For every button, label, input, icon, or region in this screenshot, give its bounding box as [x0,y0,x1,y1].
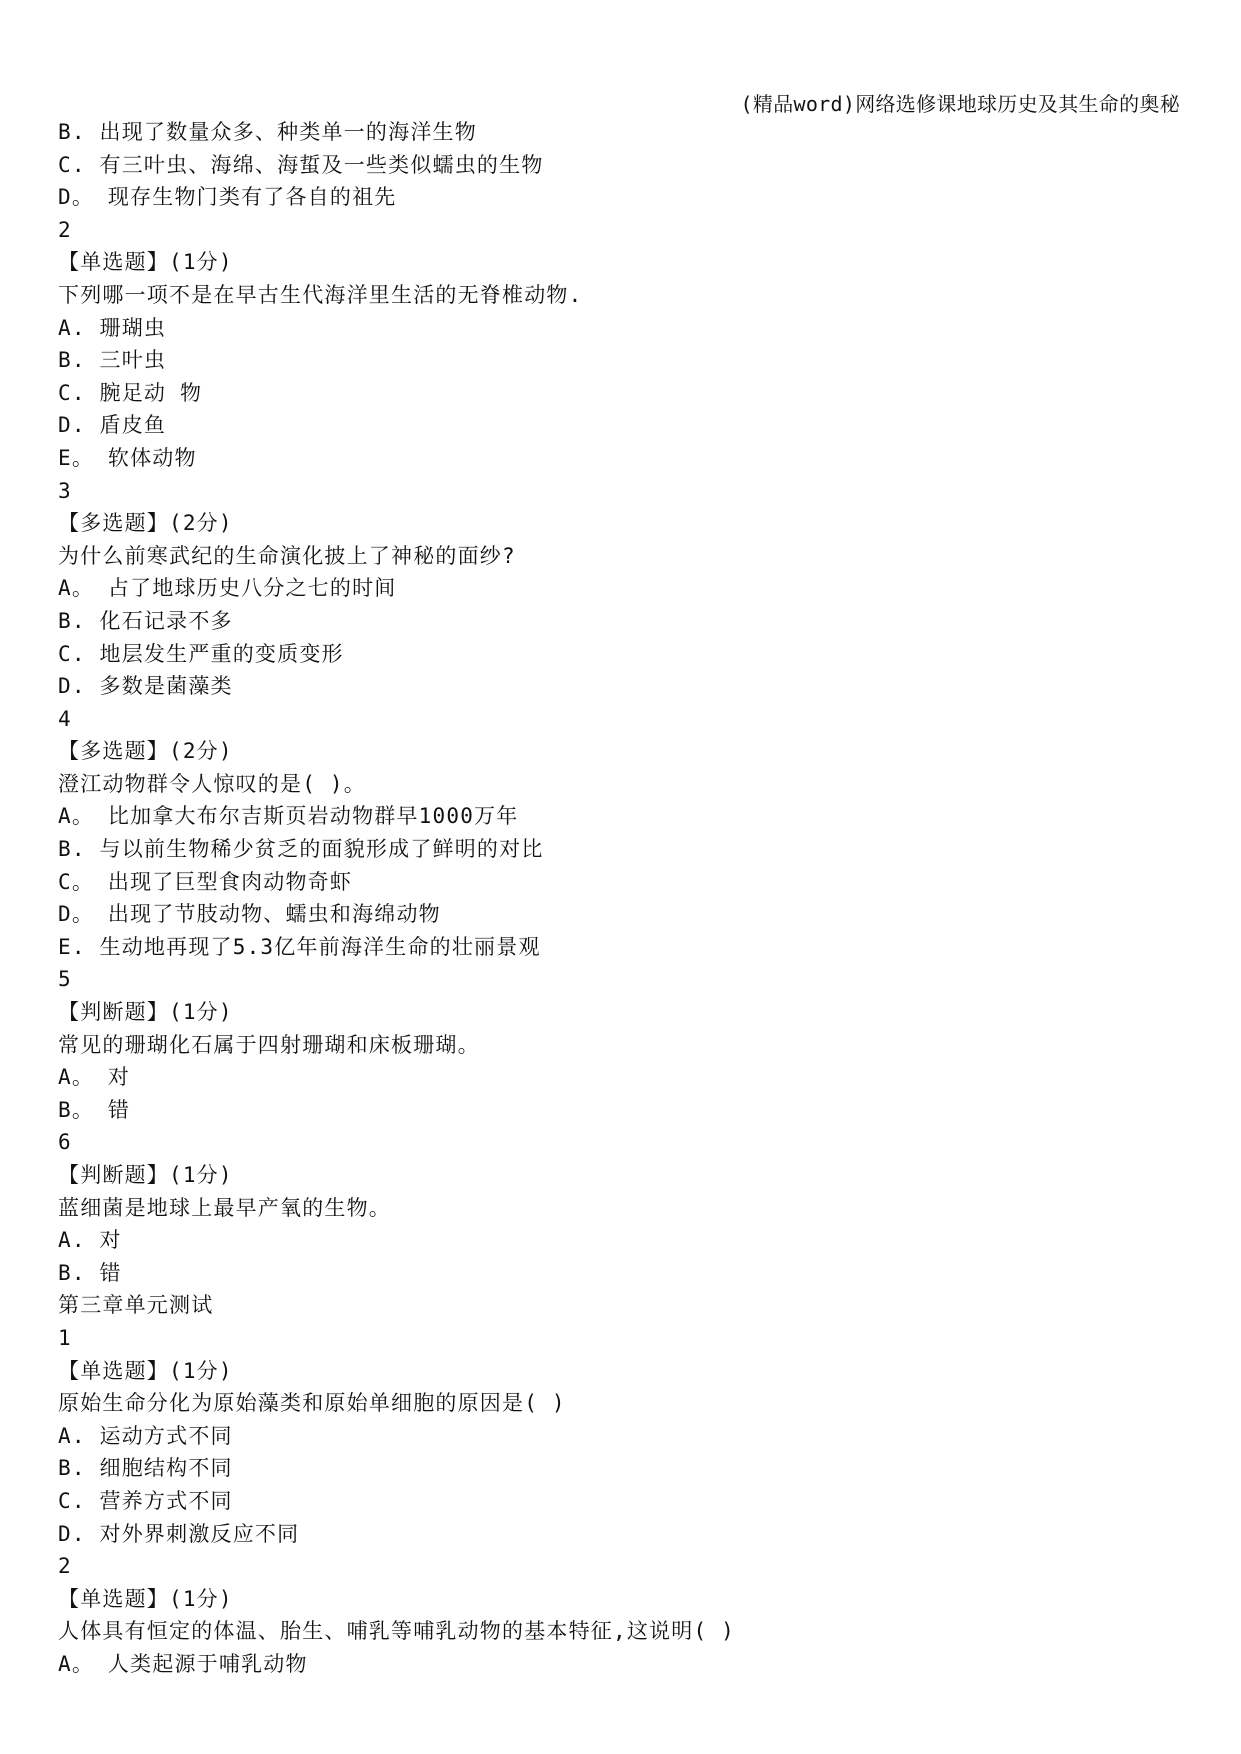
question-number: 3 [58,478,72,503]
question-number: 2 [58,1554,72,1579]
option-c: C. 腕足动 物 [58,380,203,405]
option-a: A。 占了地球历史八分之七的时间 [58,576,397,601]
question-type: 【单选题】(1分) [58,250,233,275]
option-b: B. 细胞结构不同 [58,1456,233,1481]
option-b: B. 三叶虫 [58,348,167,373]
question-text: 澄江动物群令人惊叹的是( )。 [58,771,366,796]
question-text: 常见的珊瑚化石属于四射珊瑚和床板珊瑚。 [58,1032,480,1057]
document-body [58,116,1198,1681]
option-d: D. 盾皮鱼 [58,413,167,438]
section-heading: 第三章单元测试 [58,1293,214,1318]
option-b: B. 与以前生物稀少贫乏的面貌形成了鲜明的对比 [58,837,544,862]
option-b: B。 错 [58,1097,131,1122]
option-e: E。 软体动物 [58,445,197,470]
option-c: C. 营养方式不同 [58,1488,233,1513]
option-a: A. 珊瑚虫 [58,315,167,340]
question-number: 6 [58,1130,72,1155]
question-text: 下列哪一项不是在早古生代海洋里生活的无脊椎动物. [58,282,583,307]
option-b: B. 错 [58,1260,122,1285]
option-c: C. 地层发生严重的变质变形 [58,641,344,666]
option-a: A。 对 [58,1065,131,1090]
option-b: B. 出现了数量众多、种类单一的海洋生物 [58,120,477,144]
option-b: B. 化石记录不多 [58,608,233,633]
option-a: A。 人类起源于哺乳动物 [58,1651,308,1676]
option-a: A. 运动方式不同 [58,1423,233,1448]
question-number: 5 [58,967,72,992]
question-text: 蓝细菌是地球上最早产氧的生物。 [58,1195,391,1220]
option-e: E. 生动地再现了5.3亿年前海洋生命的壮丽景观 [58,934,541,959]
question-type: 【单选题】(1分) [58,1586,233,1611]
option-d: D. 多数是菌藻类 [58,674,233,699]
option-c: C。 出现了巨型食肉动物奇虾 [58,869,353,894]
option-a: A。 比加拿大布尔吉斯页岩动物群早1000万年 [58,804,519,829]
question-type: 【单选题】(1分) [58,1358,233,1383]
page-header-title: (精品word)网络选修课地球历史及其生命的奥秘 [740,92,1180,116]
question-text: 原始生命分化为原始藻类和原始单细胞的原因是( ) [58,1391,566,1416]
question-number: 2 [58,217,72,242]
option-a: A. 对 [58,1228,122,1253]
question-type: 【判断题】(1分) [58,1000,233,1025]
option-c: C. 有三叶虫、海绵、海蜇及一些类似蠕虫的生物 [58,152,544,177]
question-type: 【多选题】(2分) [58,739,233,764]
question-text: 人体具有恒定的体温、胎生、哺乳等哺乳动物的基本特征,这说明( ) [58,1619,735,1644]
question-number: 4 [58,706,72,731]
option-d: D。 出现了节肢动物、蠕虫和海绵动物 [58,902,441,927]
option-d: D。 现存生物门类有了各自的祖先 [58,185,397,210]
question-type: 【多选题】(2分) [58,511,233,536]
question-text: 为什么前寒武纪的生命演化披上了神秘的面纱? [58,543,516,568]
question-number: 1 [58,1325,72,1350]
question-type: 【判断题】(1分) [58,1163,233,1187]
option-d: D. 对外界刺激反应不同 [58,1521,300,1546]
